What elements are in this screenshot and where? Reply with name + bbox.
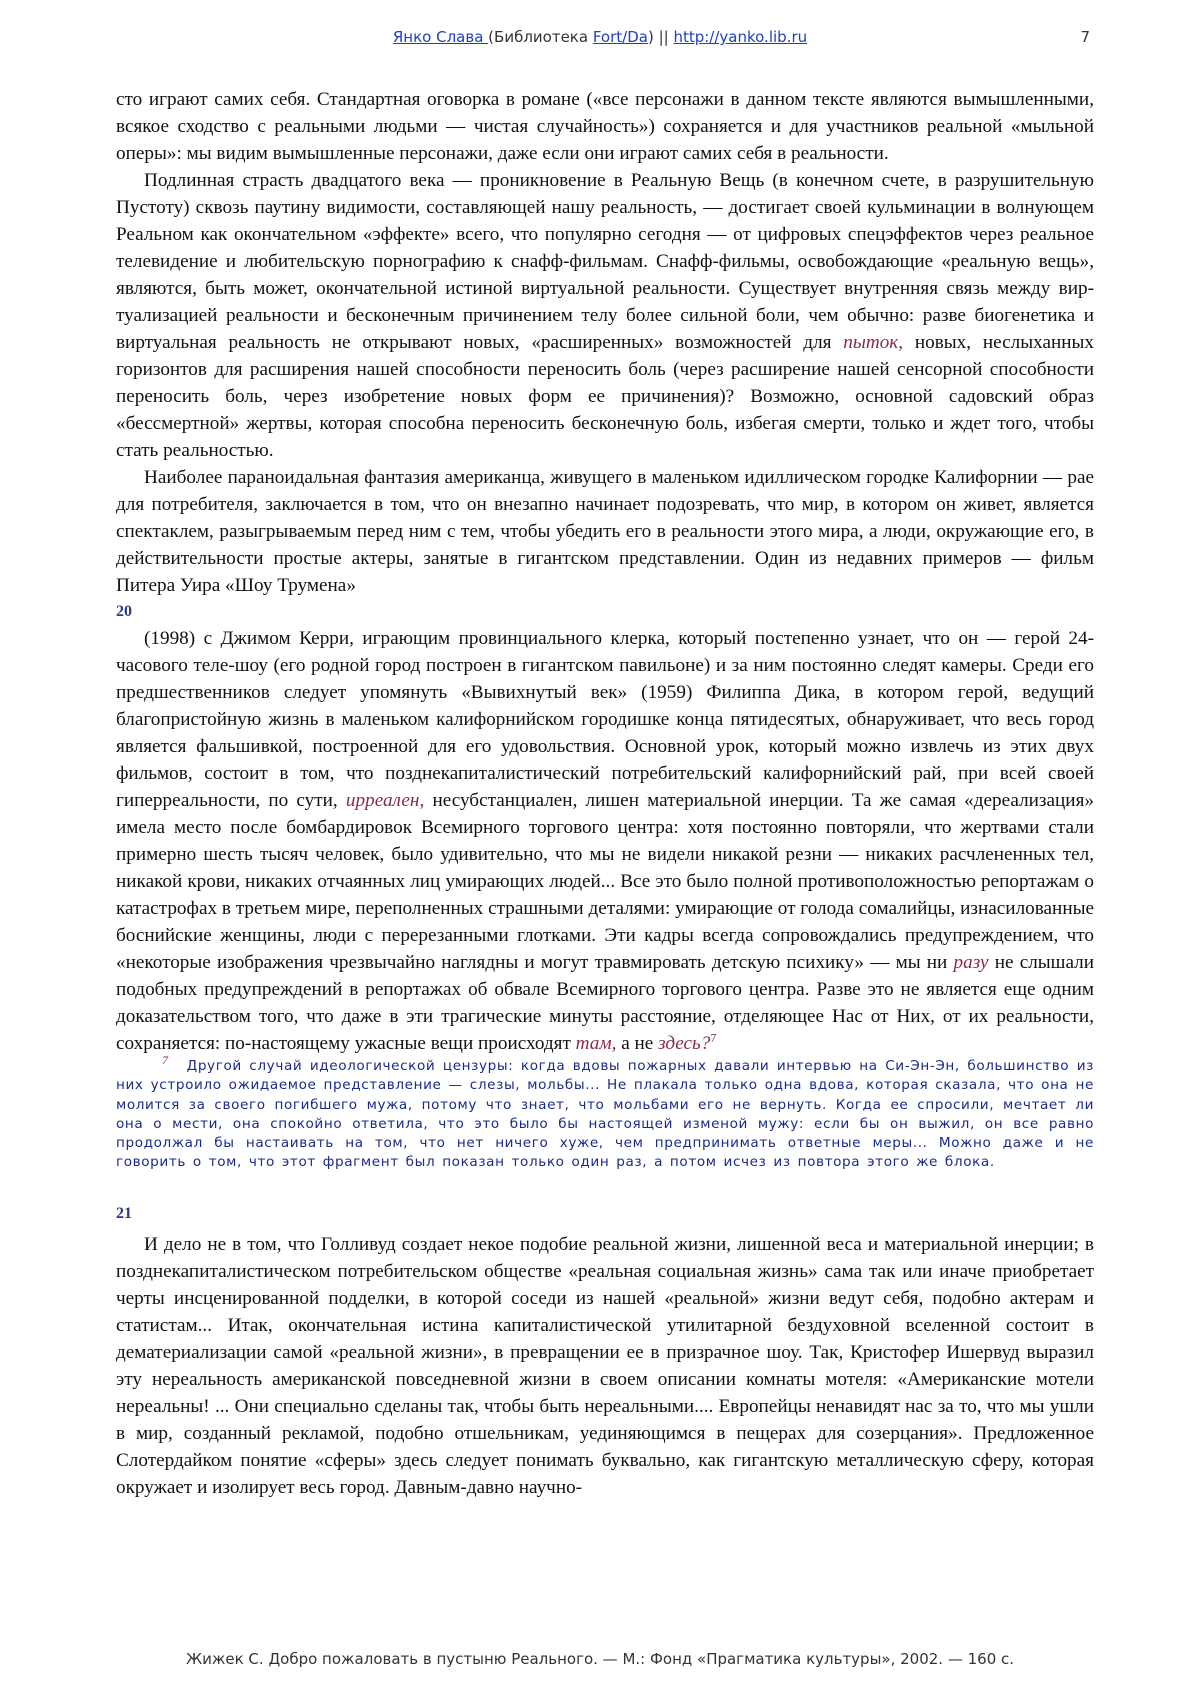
page-footer-citation: Жижек С. Добро пожаловать в пустыню Реального. — М.: Фонд «Прагматика культуры», 2002. — 160 с. bbox=[185, 1650, 1015, 1668]
paragraph-1: сто играют самих себя. Стандартная оговорка в романе («все персонажи в данном тексте являются вымышленными, всякое сходство с реальными людьми — чистая случайность») сохраняется и для участников реальной «мыльной оперы»: мы видим вымышленные персонажи, даже если они играют самих себя в реальности. bbox=[116, 89, 1094, 164]
emphasis-there: там, bbox=[575, 1033, 617, 1054]
footnote-7 bbox=[116, 1053, 1094, 1173]
paragraph-4 bbox=[116, 625, 1094, 1057]
paragraph-2 bbox=[116, 167, 1094, 464]
paragraph-4-text-d: а не bbox=[616, 1033, 659, 1054]
section-marker-20: 20 bbox=[116, 603, 132, 620]
paragraph-2-text-a: Подлинная страсть двадцатого века — проникновение в Реальную Вещь (в конечном счете, в разрушительную Пустоту) сквозь паутину видимости, составляющей нашу реальность, — достигает своей кульминации в волнующем Реальном как окончательном «эффекте» всего, что популярно сегодня — от цифровых спецэффектов через реальное телевидение и любительскую порнографию к снафф-фильмам. Снафф-фильмы, освобождающие «реальную вещь», являются, быть может, окончательной истиной виртуальной реальности. Существует внутренняя связь между виртуализацией реальности и бесконечным причинением телу более сильной боли, чем обычно: разве биогенетика и виртуальная реальность не открывают новых, «расширенных» возможностей для bbox=[116, 170, 1094, 353]
emphasis-unreal: ирреален, bbox=[345, 790, 425, 811]
paragraph-3: Наиболее параноидальная фантазия американца, живущего в маленьком идиллическом городке Калифорнии — рае для потребителя, заключается в том, что он внезапно начинает подозревать, что мир, в котором он живет, является спектаклем, разыгрываемым перед ним с тем, чтобы убедить его в реальности этого мира, а люди, окружающие его, в действительности простые актеры, занятые в гигантском представлении. Один из недавних примеров — фильм Питера Уира «Шоу Трумена» bbox=[116, 467, 1094, 596]
library-link[interactable]: Fort/Da bbox=[592, 28, 648, 46]
main-text bbox=[116, 86, 1094, 1501]
page-number: 7 bbox=[1080, 28, 1090, 46]
emphasis-torture: пыток, bbox=[843, 332, 904, 353]
page-header bbox=[0, 28, 1200, 46]
header-text-library: (Библиотека bbox=[488, 28, 593, 46]
emphasis-once: разу bbox=[953, 952, 989, 973]
paragraph-5: И дело не в том, что Голливуд создает некое подобие реальной жизни, лишенной веса и материальной инерции; в позднекапиталистическом потребительском обществе «реальная социальная жизнь» сама так или иначе приобретает черты инсценированной подделки, в которой соседи из нашей «реальной» жизни ведут себя, подобно актерам и статистам... Итак, окончательная истина капиталистической утилитарной бездуховной вселенной состоит в дематериализации самой «реальной жизни», в превращении ее в призрачное шоу. Так, Кристофер Ишервуд выразил эту нереальность американской повседневной жизни в своем описании комнаты мотеля: «Американские мотели нереальны! ... Они специально сделаны так, чтобы быть нереальными.... Европейцы ненавидят нас за то, что мы ушли в мир, созданный рекламой, подобно отшельникам, уединяющимся в пещерах для созерцания». Предложенное Слотердайком понятие «сферы» здесь следует понимать буквально, как гигантскую металлическую сферу, которая окружает и изолирует весь город. Давным-давно научно- bbox=[116, 1233, 1094, 1498]
emphasis-here: здесь? bbox=[658, 1033, 711, 1054]
footnote-ref-7[interactable]: 7 bbox=[710, 1030, 717, 1045]
paragraph-4-text-c: не слышали подобных предупреждений в репортажах об обвале Всемирного торгового центра. Разве это не является еще одним доказательством того, что даже в эти трагические минуты расстояние, отделяющее Нас от Них, от их реальности, сохраняется: по-настоящему ужасные вещи происходят bbox=[116, 952, 1094, 1054]
paragraph-4-text-b: несубстанциален, лишен материальной инерции. Та же самая «дереализация» имела место после бомбардировок Всемирного торгового центра: хотя постоянно повторяли, что жертвами стали примерно шесть тысяч человек, было удивительно, что мы не видели никакой резни — никаких расчлененных тел, никакой крови, никаких отчаянных лиц умирающих людей... Все это было полной противоположностью репортажам о катастрофах в третьем мире, переполненных страшными деталями: умирающие от голода сомалийцы, изнасилованные боснийские женщины, люди с перерезанными глотками. Эти кадры всегда сопровождались предупреждением, что «некоторые изображения чрезвычайно наглядны и могут травмировать детскую психику» — мы ни bbox=[116, 790, 1094, 973]
author-link[interactable]: Янко Слава bbox=[392, 28, 489, 46]
site-url-link[interactable]: http://yanko.lib.ru bbox=[673, 28, 808, 46]
section-marker-21: 21 bbox=[116, 1204, 132, 1222]
paragraph-2-text-b: новых, неслыханных горизонтов для расширения нашей способности переносить боль (через расширение нашей сенсорной способности переносить боль, через изобретение новых форм ее причинения)? Возможно, основной садовский образ «бессмертной» жертвы, которая способна переносить бесконечную боль, избегая смерти, только и ждет того, чтобы стать реальностью. bbox=[116, 332, 1094, 461]
header-text-separator: ) || bbox=[647, 28, 674, 46]
footnote-mark: 7 bbox=[162, 1053, 169, 1068]
paragraph-4-text-a: (1998) с Джимом Керри, играющим провинциального клерка, который постепенно узнает, что он — герой 24-часового теле-шоу (его родной город построен в гигантском павильоне) и за ним постоянно следят камеры. Среди его предшественников следует упомянуть «Вывихнутый век» (1959) Филиппа Дика, в котором герой, ведущий благопристойную жизнь в маленьком калифорнийском городишке конца пятидесятых, обнаруживает, что весь город является фальшивкой, построенной для его удовольствия. Основной урок, который можно извлечь из этих двух фильмов, состоит в том, что позднекапиталистический потребительский калифорнийский рай, при всей своей гиперреальности, по сути, bbox=[116, 628, 1094, 811]
footnote-text: Другой случай идеологической цензуры: когда вдовы пожарных давали интервью на Си-Эн-Эн, большинство из них устроило ожидаемое представление — слезы, мольбы... Не плакала только одна вдова, которая сказала, что она не молится за своего погибшего мужа, потому что знает, что мольбами его не вернуть. Когда ее спросили, мечтает ли она о мести, она спокойно ответила, что это было бы настоящей изменой мужу: если бы он выжил, он все равно продолжал бы настаивать на том, что нет ничего хуже, чем предпринимать ответные меры... Можно даже и не говорить о том, что этот фрагмент был показан только один раз, а потом исчез из повтора этого же блока. bbox=[116, 1058, 1094, 1171]
